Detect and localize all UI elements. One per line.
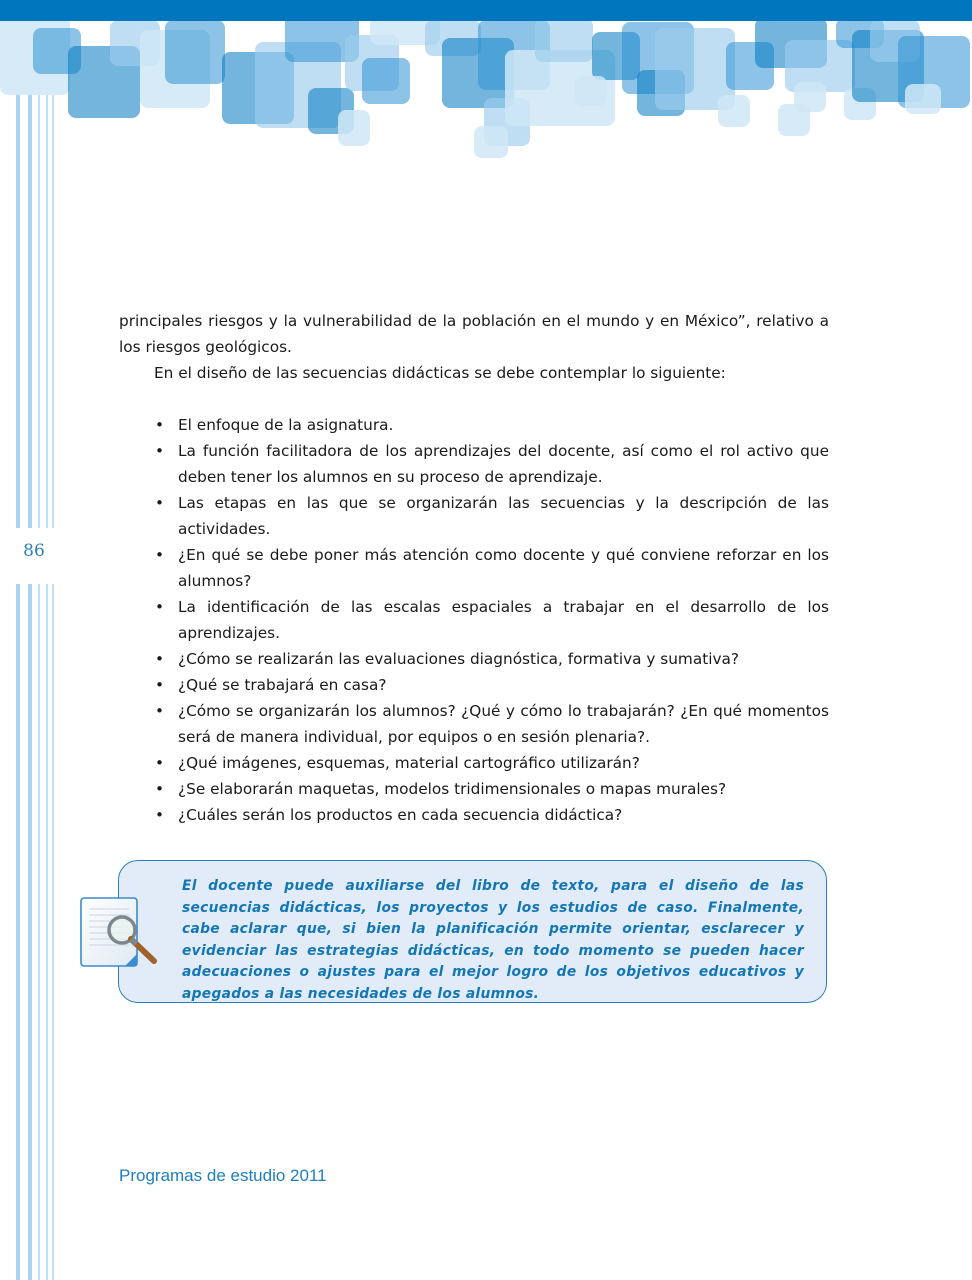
list-item-text: ¿Se elaborarán maquetas, modelos tridimensionales o mapas murales? xyxy=(178,780,727,798)
bullet-marker: • xyxy=(155,416,165,434)
list-item xyxy=(119,698,829,750)
body-content xyxy=(119,308,829,828)
bullet-marker: • xyxy=(155,676,165,694)
list-item xyxy=(119,802,829,828)
list-item xyxy=(119,776,829,802)
bullet-marker: • xyxy=(155,754,165,772)
list-item xyxy=(119,412,829,438)
list-item-text: ¿Qué se trabajará en casa? xyxy=(178,676,387,694)
list-item xyxy=(119,542,829,594)
list-item-text: Las etapas en las que se organizarán las secuencias y la descripción de las actividades. xyxy=(178,494,829,538)
list-item-text: ¿Qué imágenes, esquemas, material cartográfico utilizarán? xyxy=(178,754,640,772)
list-item-text: ¿Cómo se realizarán las evaluaciones diagnóstica, formativa y sumativa? xyxy=(178,650,740,668)
list-item-text: La identificación de las escalas espaciales a trabajar en el desarrollo de los aprendizajes. xyxy=(178,598,829,642)
bullet-list xyxy=(119,412,829,828)
bullet-marker: • xyxy=(155,806,165,824)
callout-text: El docente puede auxiliarse del libro de texto, para el diseño de las secuencias didácticas, los proyectos y los estudios de caso. Finalmente, cabe aclarar que, si bien la planificación permite orientar, esclarecer y evidenciar las estrategias didácticas, en todo momento se pueden hacer adecuaciones o ajustes para el mejor logro de los objetivos educativos y apegados a las necesidades de los alumnos. xyxy=(182,878,804,1002)
bullet-marker: • xyxy=(155,780,165,798)
paragraph-intro: principales riesgos y la vulnerabilidad de la población en el mundo y en México”, relativo a los riesgos geológicos. xyxy=(119,312,829,356)
bullet-marker: • xyxy=(155,546,165,564)
list-item xyxy=(119,672,829,698)
top-brand-bar xyxy=(0,0,972,21)
bullet-marker: • xyxy=(155,494,165,512)
header-decoration xyxy=(0,0,972,170)
list-item xyxy=(119,750,829,776)
bullet-marker: • xyxy=(155,598,165,616)
list-item-text: ¿Cómo se organizarán los alumnos? ¿Qué y cómo lo trabajarán? ¿En qué momentos será de manera individual, por equipos o en sesión plenaria?. xyxy=(178,702,829,746)
list-item-text: ¿En qué se debe poner más atención como docente y qué conviene reforzar en los alumnos? xyxy=(178,546,829,590)
list-item xyxy=(119,490,829,542)
callout-box xyxy=(118,860,827,1003)
list-item-text: El enfoque de la asignatura. xyxy=(178,416,394,434)
document-magnifier-icon xyxy=(79,893,163,973)
paragraph-lead: En el diseño de las secuencias didácticas se debe contemplar lo siguiente: xyxy=(154,364,726,382)
left-margin-stripes xyxy=(16,95,60,1280)
footer-title: Programas de estudio 2011 xyxy=(119,1166,327,1185)
list-item xyxy=(119,438,829,490)
list-item xyxy=(119,594,829,646)
list-item-text: La función facilitadora de los aprendizajes del docente, así como el rol activo que deben tener los alumnos en su proceso de aprendizaje. xyxy=(178,442,829,486)
list-item-text: ¿Cuáles serán los productos en cada secuencia didáctica? xyxy=(178,806,623,824)
bullet-marker: • xyxy=(155,702,165,720)
bullet-marker: • xyxy=(155,650,165,668)
page-number: 86 xyxy=(23,541,45,561)
list-item xyxy=(119,646,829,672)
bullet-marker: • xyxy=(155,442,165,460)
